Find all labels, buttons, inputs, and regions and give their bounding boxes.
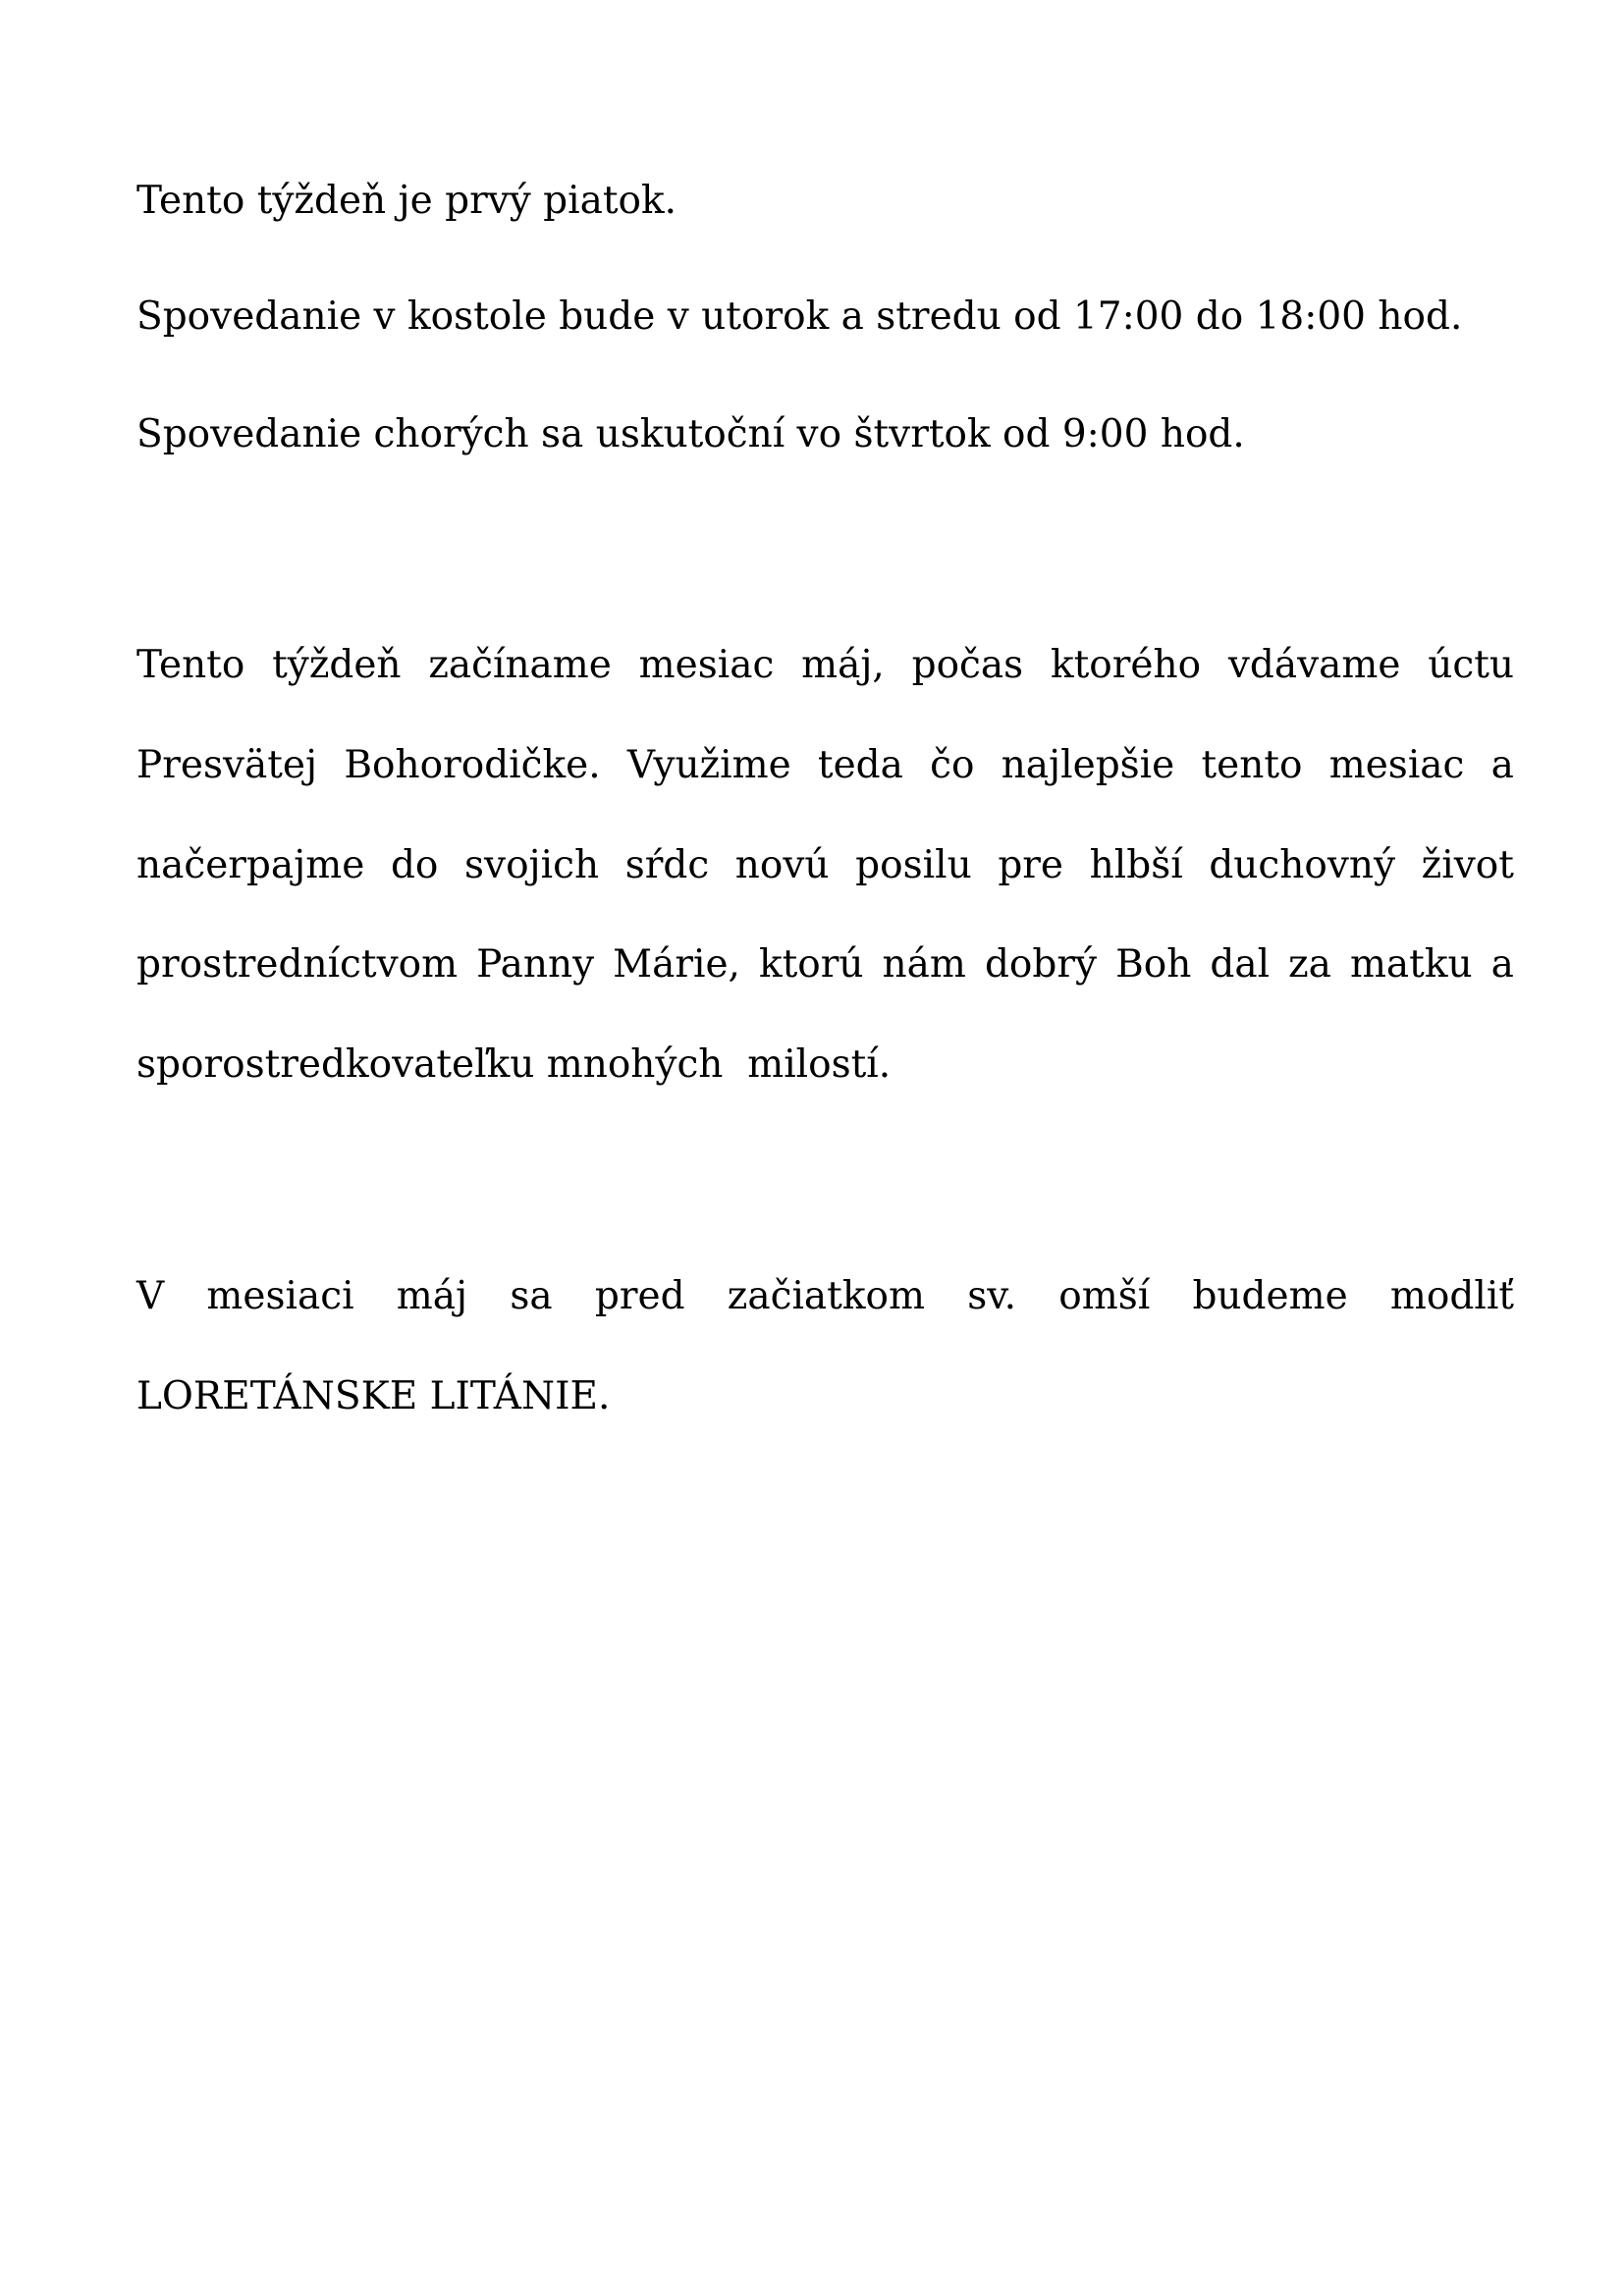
word: máj,	[801, 643, 885, 687]
word: nám	[882, 942, 966, 987]
word: svojich	[464, 843, 600, 887]
word: modliť	[1389, 1274, 1514, 1318]
word: pred	[594, 1274, 685, 1318]
word: duchovný	[1209, 843, 1396, 887]
word: Presvätej	[136, 743, 318, 787]
litany-title: LORETÁNSKE LITÁNIE.	[136, 1374, 611, 1418]
word: mesiac	[1328, 743, 1465, 787]
word: do	[390, 843, 439, 887]
word: a	[1490, 743, 1514, 787]
word: V	[136, 1274, 165, 1318]
word: matku	[1349, 942, 1473, 987]
word: Bohorodičke.	[344, 743, 601, 787]
word: tento	[1201, 743, 1303, 787]
may-paragraph-line-3	[136, 841, 1514, 890]
word: mesiaci	[206, 1274, 354, 1318]
word: prostredníctvom	[136, 942, 459, 987]
word: počas	[911, 643, 1024, 687]
word: ktorého	[1050, 643, 1202, 687]
word: začíname	[428, 643, 612, 687]
may-paragraph-line-1	[136, 641, 1514, 690]
word: Boh	[1115, 942, 1192, 987]
word: vdávame	[1227, 643, 1401, 687]
church-confession-notice: Spovedanie v kostole bude v utorok a stredu od 17:00 do 18:00 hod.	[136, 294, 1463, 339]
sick-confession-notice: Spovedanie chorých sa uskutoční vo štvrtok od 9:00 hod.	[136, 412, 1245, 456]
word: pre	[998, 843, 1064, 887]
may-paragraph-line-4	[136, 940, 1514, 989]
word: najlepšie	[1001, 743, 1175, 787]
word: začiatkom	[727, 1274, 925, 1318]
word: život	[1421, 843, 1514, 887]
litany-line-1	[136, 1272, 1514, 1321]
word: Márie,	[613, 942, 740, 987]
word: Panny	[476, 942, 595, 987]
word: novú	[734, 843, 830, 887]
word: ktorú	[758, 942, 864, 987]
word: sa	[510, 1274, 553, 1318]
first-friday-notice: Tento týždeň je prvý piatok.	[136, 179, 677, 223]
word: dal	[1210, 942, 1271, 987]
word: úctu	[1428, 643, 1514, 687]
word: posilu	[855, 843, 972, 887]
word: sŕdc	[624, 843, 710, 887]
word: a	[1490, 942, 1514, 987]
may-paragraph-last-line: sporostredkovateľku mnohých milostí.	[136, 1042, 892, 1087]
word: máj	[396, 1274, 468, 1318]
word: teda	[817, 743, 903, 787]
word: čo	[930, 743, 975, 787]
word: hlbší	[1089, 843, 1183, 887]
word: omší	[1058, 1274, 1151, 1318]
word: budeme	[1192, 1274, 1348, 1318]
word: Využime	[626, 743, 791, 787]
word: sv.	[967, 1274, 1017, 1318]
word: dobrý	[984, 942, 1098, 987]
may-paragraph-line-2	[136, 741, 1514, 790]
word: Tento	[136, 643, 245, 687]
word: načerpajme	[136, 843, 365, 887]
word: mesiac	[638, 643, 775, 687]
word: týždeň	[272, 643, 402, 687]
word: za	[1288, 942, 1331, 987]
